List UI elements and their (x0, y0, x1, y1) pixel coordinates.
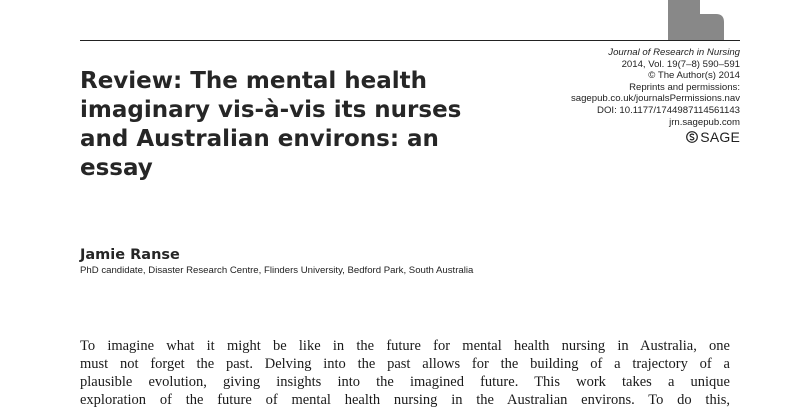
abstract-line: exploration of the future of mental health nursing in the Australian environs. To do this, (80, 392, 730, 408)
author-affiliation: PhD candidate, Disaster Research Centre, Flinders University, Bedford Park, South Australia (80, 265, 474, 276)
sage-wordmark: SAGE (700, 129, 740, 146)
doi[interactable]: DOI: 10.1177/1744987114561143 (597, 104, 740, 116)
abstract (80, 337, 730, 409)
permissions-link[interactable]: sagepub.co.uk/journalsPermissions.nav (570, 93, 740, 105)
copyright-notice: © The Author(s) 2014 (648, 70, 740, 82)
journal-citation: 2014, Vol. 19(7–8) 590–591 (621, 58, 740, 70)
sage-logo (686, 129, 740, 145)
journal-site-link[interactable]: jrn.sagepub.com (669, 116, 740, 128)
journal-corner-mark (668, 0, 740, 40)
author-name: Jamie Ranse (80, 247, 180, 263)
journal-name: Journal of Research in Nursing (608, 47, 740, 58)
sage-s-icon (686, 131, 698, 143)
abstract-line: To imagine what it might be like in the future for mental health nursing in Australia, one (80, 338, 730, 354)
header-rule (80, 40, 740, 41)
article-title: Review: The mental health imaginary vis-à-vis its nurses and Australian environs: an essay (80, 68, 462, 181)
abstract-line: must not forget the past. Delving into the past allows for the building of a trajectory of a (80, 356, 730, 372)
reprints-label: Reprints and permissions: (629, 81, 740, 93)
abstract-line: plausible evolution, giving insights into the imagined future. This work takes a unique (80, 374, 730, 390)
